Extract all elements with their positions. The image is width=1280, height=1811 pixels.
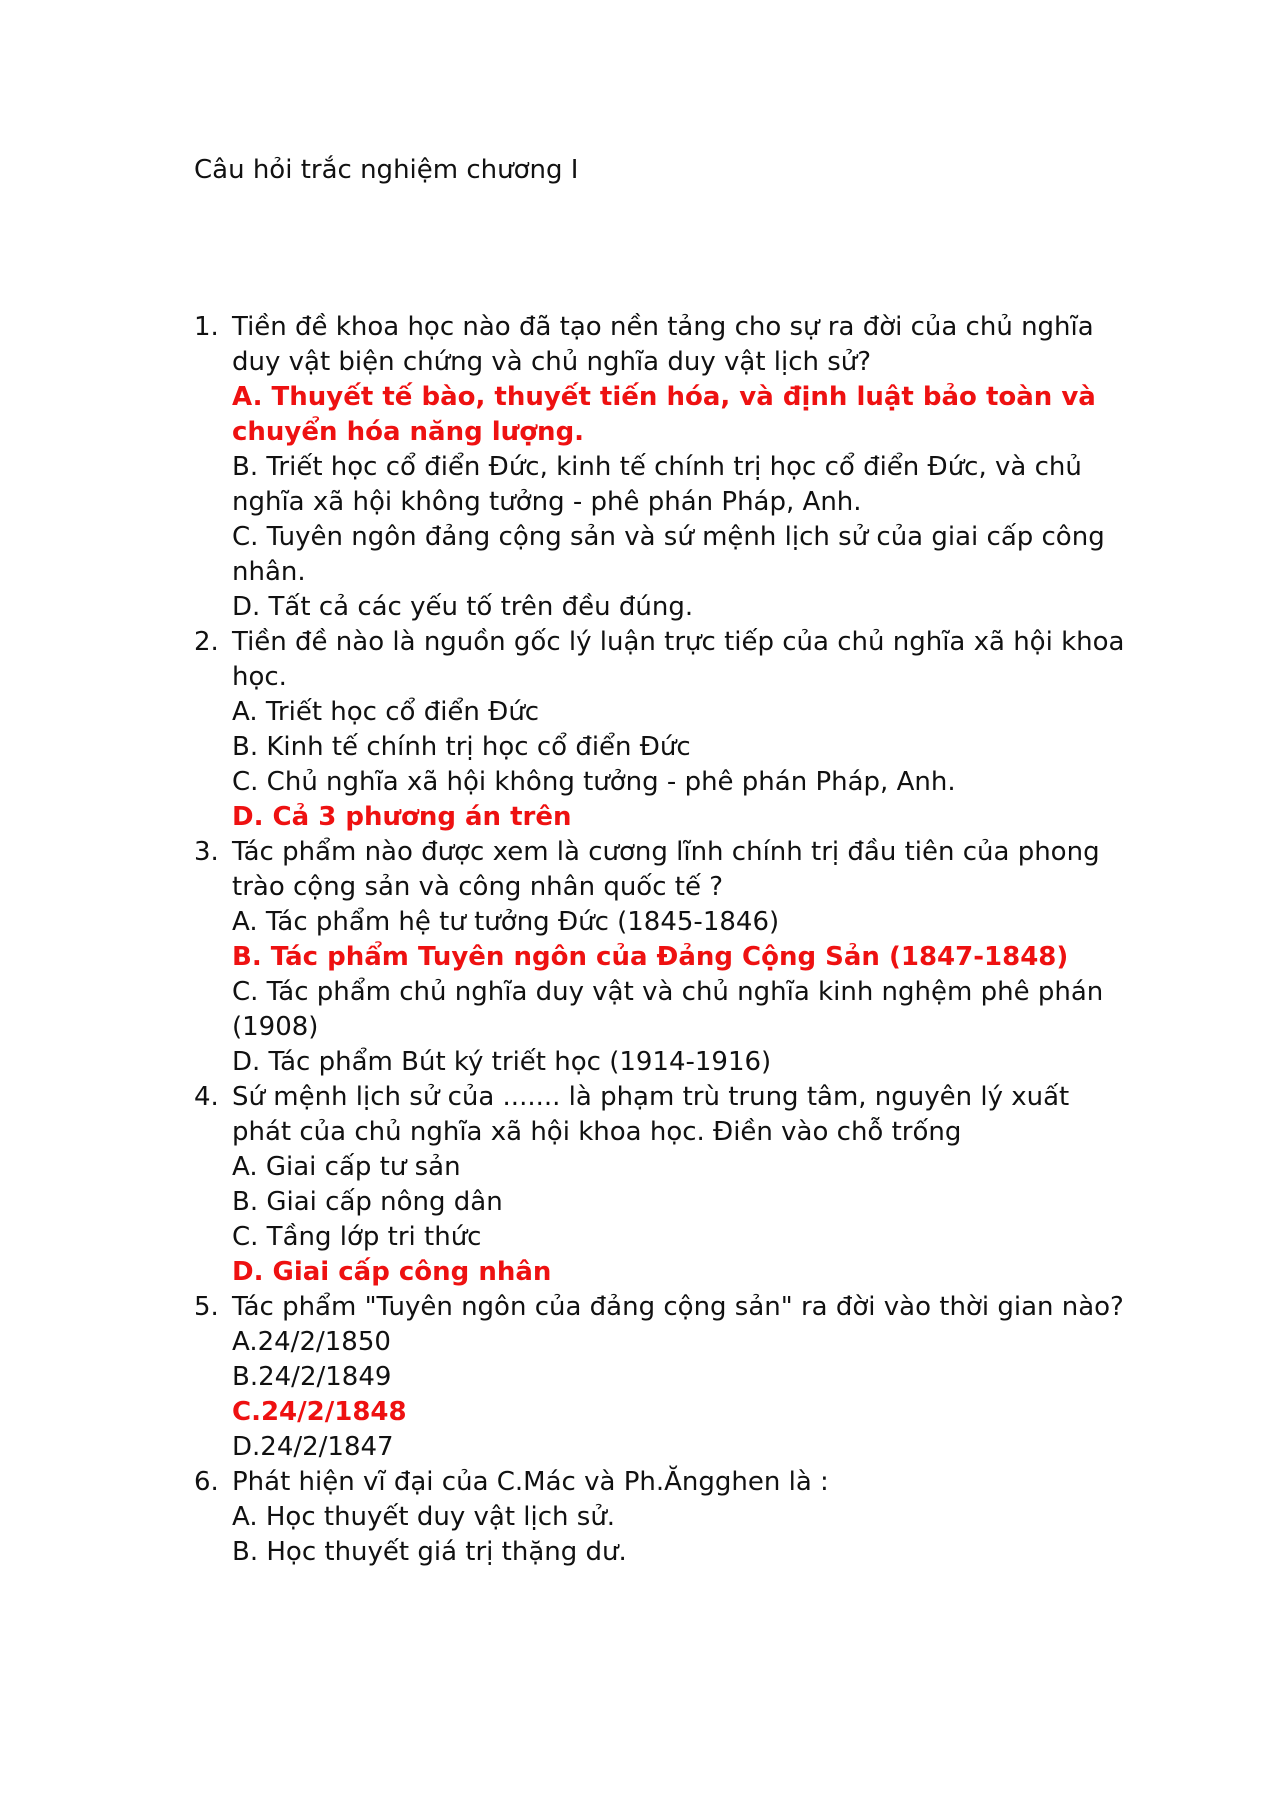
question-4 <box>194 1080 1134 1290</box>
answer-option: D. Tất cả các yếu tố trên đều đúng. <box>232 592 694 622</box>
question-text: Tác phẩm nào được xem là cương lĩnh chính trị đầu tiên của phong trào cộng sản và công nhân quốc tế ? <box>232 837 1100 902</box>
answer-option-correct: A. Thuyết tế bào, thuyết tiến hóa, và định luật bảo toàn và chuyển hóa năng lượng. <box>232 382 1096 447</box>
question-5 <box>194 1290 1134 1465</box>
page-title: Câu hỏi trắc nghiệm chương I <box>194 155 579 185</box>
question-6 <box>194 1465 1134 1570</box>
answer-option: A. Triết học cổ điển Đức <box>232 697 540 727</box>
question-number: 1. <box>194 312 219 342</box>
question-number: 3. <box>194 837 219 867</box>
answer-option-correct: C.24/2/1848 <box>232 1397 407 1427</box>
answer-option-correct: D. Giai cấp công nhân <box>232 1257 552 1287</box>
answer-option: B.24/2/1849 <box>232 1362 392 1392</box>
question-number: 4. <box>194 1082 219 1112</box>
answer-option: A. Tác phẩm hệ tư tưởng Đức (1845-1846) <box>232 907 780 937</box>
answer-option: B. Học thuyết giá trị thặng dư. <box>232 1537 627 1567</box>
answer-option: D.24/2/1847 <box>232 1432 394 1462</box>
answer-option: C. Tầng lớp tri thức <box>232 1222 482 1252</box>
question-number: 6. <box>194 1467 219 1497</box>
question-text: Tác phẩm "Tuyên ngôn của đảng cộng sản" ra đời vào thời gian nào? <box>232 1292 1124 1322</box>
question-text: Sứ mệnh lịch sử của ....... là phạm trù trung tâm, nguyên lý xuất phát của chủ nghĩa xã hội khoa học. Điền vào chỗ trống <box>232 1082 1070 1147</box>
answer-option: C. Tuyên ngôn đảng cộng sản và sứ mệnh lịch sử của giai cấp công nhân. <box>232 522 1105 587</box>
question-number: 5. <box>194 1292 219 1322</box>
question-2 <box>194 625 1134 835</box>
question-text: Phát hiện vĩ đại của C.Mác và Ph.Ăngghen là : <box>232 1467 829 1497</box>
answer-option: B. Triết học cổ điển Đức, kinh tế chính trị học cổ điển Đức, và chủ nghĩa xã hội không tưởng - phê phán Pháp, Anh. <box>232 452 1082 517</box>
question-text: Tiền đề khoa học nào đã tạo nền tảng cho sự ra đời của chủ nghĩa duy vật biện chứng và chủ nghĩa duy vật lịch sử? <box>232 312 1094 377</box>
answer-option: A. Giai cấp tư sản <box>232 1152 461 1182</box>
answer-option: C. Chủ nghĩa xã hội không tưởng - phê phán Pháp, Anh. <box>232 767 956 797</box>
answer-option-correct: D. Cả 3 phương án trên <box>232 802 572 832</box>
answer-option: B. Giai cấp nông dân <box>232 1187 503 1217</box>
answer-option: A.24/2/1850 <box>232 1327 391 1357</box>
answer-option: B. Kinh tế chính trị học cổ điển Đức <box>232 732 691 762</box>
answer-option: D. Tác phẩm Bút ký triết học (1914-1916) <box>232 1047 772 1077</box>
question-3 <box>194 835 1134 1080</box>
answer-option-correct: B. Tác phẩm Tuyên ngôn của Đảng Cộng Sản (1847-1848) <box>232 942 1069 972</box>
question-number: 2. <box>194 627 219 657</box>
answer-option: A. Học thuyết duy vật lịch sử. <box>232 1502 616 1532</box>
answer-option: C. Tác phẩm chủ nghĩa duy vật và chủ nghĩa kinh nghệm phê phán (1908) <box>232 977 1104 1042</box>
question-list <box>194 310 1134 1570</box>
question-1 <box>194 310 1134 625</box>
question-text: Tiền đề nào là nguồn gốc lý luận trực tiếp của chủ nghĩa xã hội khoa học. <box>232 627 1125 692</box>
